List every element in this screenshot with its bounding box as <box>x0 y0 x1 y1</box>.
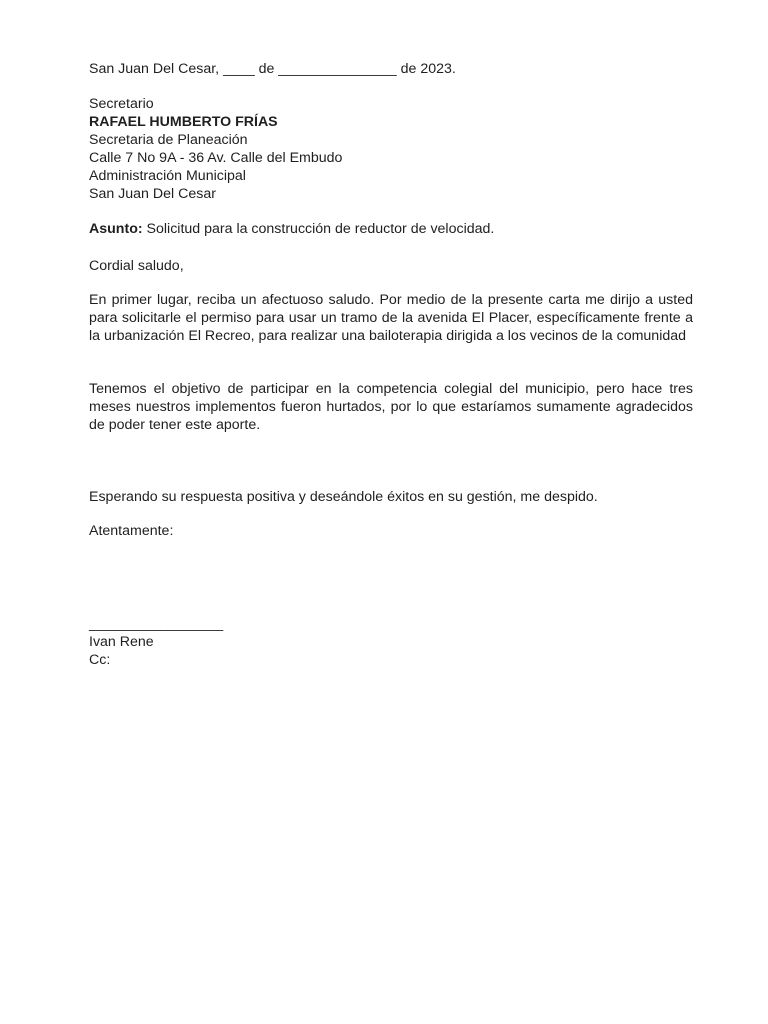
recipient-name: RAFAEL HUMBERTO FRÍAS <box>89 114 278 130</box>
recipient-role: Secretario <box>89 96 154 112</box>
recipient-address: Calle 7 No 9A - 36 Av. Calle del Embudo <box>89 150 343 166</box>
recipient-city: San Juan Del Cesar <box>89 186 216 202</box>
signature-name: Ivan Rene <box>89 634 154 650</box>
recipient-department: Secretaria de Planeación <box>89 132 248 148</box>
signature-block <box>89 615 223 669</box>
place-date: San Juan Del Cesar, ____ de _______________ de 2023. <box>89 61 456 77</box>
body-paragraph-1: En primer lugar, reciba un afectuoso saludo. Por medio de la presente carta me dirijo a usted para solicitarle el permiso para usar un tramo de la avenida El Placer, específicamente frente a la urbanización El Recreo, para realizar una bailoterapia dirigida a los vecinos de la comunidad <box>89 292 693 344</box>
subject-label: Asunto: <box>89 221 143 237</box>
subject-line <box>89 220 693 238</box>
recipient-block <box>89 95 693 203</box>
body-paragraph-2: Tenemos el objetivo de participar en la competencia colegial del municipio, pero hace tres meses nuestros implementos fueron hurtados, por lo que estaríamos sumamente agradecidos de poder tener este aporte. <box>89 381 693 433</box>
greeting: Cordial saludo, <box>89 258 184 274</box>
cc-label: Cc: <box>89 652 111 668</box>
signature-line: _________________ <box>89 616 224 632</box>
recipient-entity: Administración Municipal <box>89 168 246 184</box>
subject-text: Solicitud para la construcción de reductor de velocidad. <box>142 221 495 237</box>
closing: Atentamente: <box>89 523 174 539</box>
body-paragraph-3: Esperando su respuesta positiva y deseándole éxitos en su gestión, me despido. <box>89 489 598 505</box>
